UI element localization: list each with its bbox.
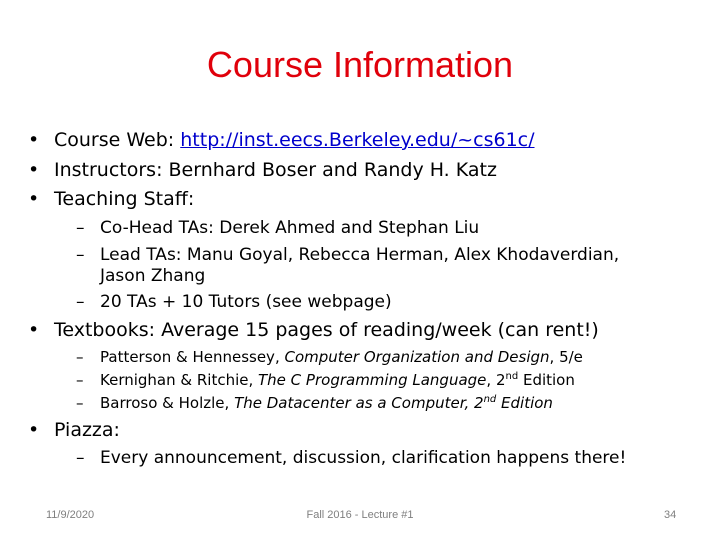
book-barroso: – Barroso & Holzle, The Datacenter as a Computer, 2nd Edition — [76, 394, 553, 412]
staff-leads-text: Lead TAs: Manu Goyal, Rebecca Herman, Alex Khodaverdian, Jason Zhang — [100, 245, 620, 286]
book-kernighan: – Kernighan & Ritchie, The C Programming Language, 2nd Edition — [76, 371, 575, 389]
bullet-instructors: • Instructors: Bernhard Boser and Randy H. Katz — [28, 159, 497, 181]
instructors-text: Instructors: Bernhard Boser and Randy H. Katz — [54, 159, 497, 181]
piazza-sub-text: Every announcement, discussion, clarification happens there! — [100, 448, 627, 468]
staff-coheads: – Co-Head TAs: Derek Ahmed and Stephan Liu — [76, 218, 660, 239]
bullet-course-web: • Course Web: http://inst.eecs.Berkeley.edu/~cs61c/ — [28, 129, 535, 151]
piazza-sub: – Every announcement, discussion, clarification happens there! — [76, 448, 660, 469]
book-patterson: – Patterson & Hennessey, Computer Organization and Design, 5/e — [76, 348, 583, 366]
staff-leads: – Lead TAs: Manu Goyal, Rebecca Herman, Alex Khodaverdian, Jason Zhang — [76, 245, 660, 287]
slide-title: Course Information — [206, 44, 514, 85]
course-web-link[interactable]: http://inst.eecs.Berkeley.edu/~cs61c/ — [180, 129, 535, 151]
bullet-textbooks: • Textbooks: Average 15 pages of reading/week (can rent!) — [28, 319, 599, 341]
bullet-teaching-staff: • Teaching Staff: — [28, 188, 195, 210]
footer-page-number: 34 — [664, 509, 677, 521]
teaching-staff-text: Teaching Staff: — [54, 188, 195, 210]
staff-tas-text: 20 TAs + 10 Tutors (see webpage) — [100, 292, 392, 312]
staff-tas: – 20 TAs + 10 Tutors (see webpage) — [76, 292, 660, 313]
footer-center: Fall 2016 - Lecture #1 — [306, 509, 414, 521]
piazza-text: Piazza: — [54, 419, 120, 441]
course-web-label: Course Web: — [54, 129, 181, 151]
textbooks-text: Textbooks: Average 15 pages of reading/week (can rent!) — [54, 319, 599, 341]
staff-coheads-text: Co-Head TAs: Derek Ahmed and Stephan Liu — [100, 218, 480, 238]
footer-date: 11/9/2020 — [46, 509, 95, 521]
bullet-piazza: • Piazza: — [28, 419, 120, 441]
